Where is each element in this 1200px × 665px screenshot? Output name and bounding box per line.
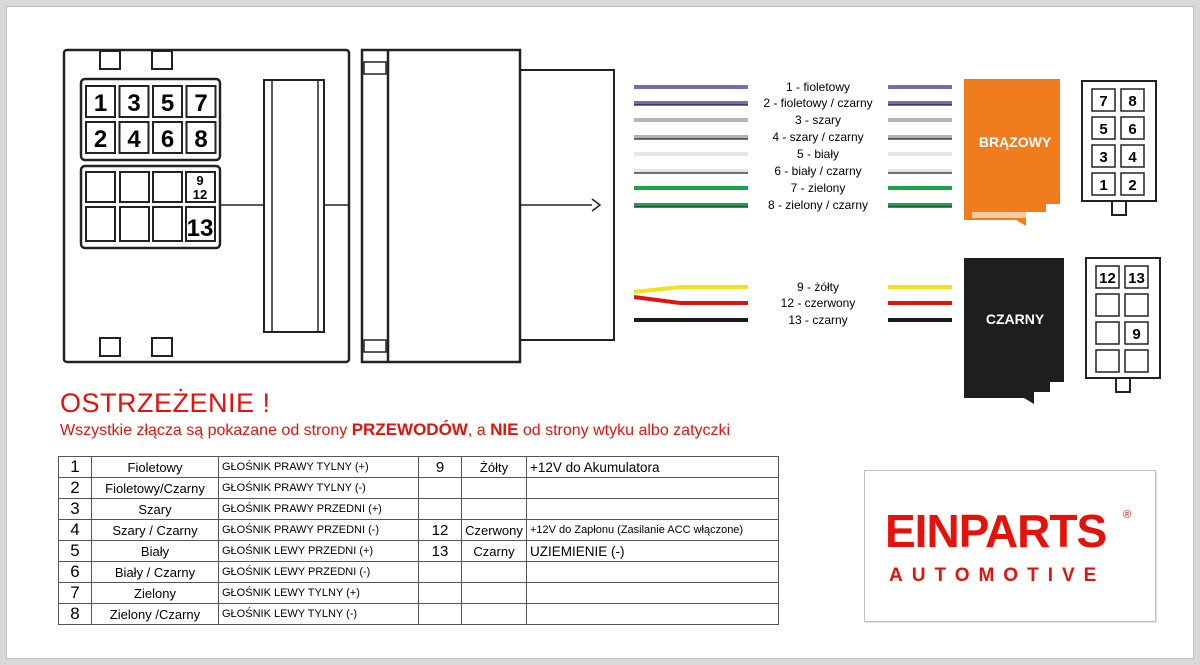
face-outline	[1086, 258, 1160, 378]
einparts-logo	[864, 470, 1156, 622]
table-cell	[419, 478, 462, 499]
face-pin-number: 9	[1132, 326, 1141, 343]
table-cell: 5	[59, 541, 92, 562]
warning-title: OSTRZEŻENIE !	[60, 388, 271, 418]
table-cell: 8	[59, 604, 92, 625]
table-cell: Biały / Czarny	[92, 562, 219, 583]
brown-connector-label: BRĄZOWY	[978, 134, 1052, 150]
table-row	[59, 583, 779, 604]
face-pin-number: 1	[1099, 177, 1108, 194]
connector-side	[362, 50, 614, 362]
black-connector	[964, 258, 1064, 404]
wire-label: 13 - czarny	[788, 313, 848, 327]
face-latch	[1112, 201, 1126, 215]
table-cell: 7	[59, 583, 92, 604]
table-row	[59, 562, 779, 583]
wire-7	[634, 181, 952, 195]
wire-label: 3 - szary	[794, 113, 842, 127]
wire-8	[634, 198, 952, 212]
table-cell: Fioletowy/Czarny	[92, 478, 219, 499]
table-cell: 12	[419, 520, 462, 541]
table-cell: Fioletowy	[92, 457, 219, 478]
connector-face-grid	[1082, 81, 1156, 215]
wire-1	[634, 80, 952, 94]
wire-2	[634, 96, 952, 110]
table-cell: Zielony	[92, 583, 219, 604]
face-pin-number: 7	[1099, 93, 1108, 110]
wire-3	[634, 113, 952, 127]
table-row	[59, 499, 779, 520]
table-cell: 2	[59, 478, 92, 499]
pin-number: 7	[194, 90, 208, 117]
face-pin-number: 13	[1128, 270, 1145, 287]
warning-part1: Wszystkie złącza są pokazane od strony	[60, 422, 352, 439]
wire-9	[634, 280, 952, 294]
table-cell	[527, 604, 779, 625]
table-cell	[462, 478, 527, 499]
face-pin-number: 2	[1128, 177, 1137, 194]
face-pin-number: 5	[1099, 121, 1108, 138]
table-cell: Czerwony	[462, 520, 527, 541]
wire-label: 6 - biały / czarny	[774, 164, 862, 178]
face-outline	[1082, 81, 1156, 201]
table-row	[59, 520, 779, 541]
wire-5	[634, 147, 952, 161]
table-cell	[527, 499, 779, 520]
wire-label: 5 - biały	[796, 147, 840, 161]
table-cell: Biały	[92, 541, 219, 562]
wire-10	[634, 296, 952, 310]
table-cell	[462, 583, 527, 604]
table-cell: GŁOŚNIK PRAWY TYLNY (+)	[219, 457, 419, 478]
face-pin-number: 12	[1099, 270, 1116, 287]
table-cell: Szary	[92, 499, 219, 520]
table-row	[59, 478, 779, 499]
table-cell	[419, 562, 462, 583]
pin-number: 4	[127, 126, 141, 153]
table-cell	[527, 583, 779, 604]
table-cell: 9	[419, 457, 462, 478]
pin-number: 6	[160, 126, 175, 153]
table-cell: +12V do Akumulatora	[527, 457, 779, 478]
table-cell: Czarny	[462, 541, 527, 562]
table-cell	[462, 499, 527, 520]
face-latch	[1116, 378, 1130, 392]
table-cell: 6	[59, 562, 92, 583]
wire-label: 9 - żółty	[796, 280, 840, 294]
pin-number: 3	[127, 90, 141, 117]
table-cell: GŁOŚNIK PRAWY PRZEDNI (+)	[219, 499, 419, 520]
warning-part2: , a	[467, 422, 491, 439]
wire-label: 2 - fioletowy / czarny	[763, 96, 873, 110]
table-cell	[527, 562, 779, 583]
face-pin-number: 3	[1099, 149, 1108, 166]
pin-number: 5	[160, 90, 175, 117]
table-row	[59, 604, 779, 625]
table-cell: GŁOŚNIK LEWY PRZEDNI (+)	[219, 541, 419, 562]
table-cell	[462, 604, 527, 625]
table-cell: GŁOŚNIK PRAWY PRZEDNI (-)	[219, 520, 419, 541]
table-cell: Zielony /Czarny	[92, 604, 219, 625]
table-cell: 3	[59, 499, 92, 520]
face-pin-number: 8	[1128, 93, 1137, 110]
table-cell: 1	[59, 457, 92, 478]
logo-subtitle: AUTOMOTIVE	[889, 565, 1106, 586]
brown-connector	[964, 79, 1060, 226]
pin-label-13: 13	[186, 215, 214, 242]
pin-number: 2	[93, 126, 108, 153]
black-connector-label: CZARNY	[985, 311, 1045, 327]
logo-wordmark: EINPARTS	[885, 505, 1107, 557]
wire-4	[634, 130, 952, 144]
wire-label: 1 - fioletowy	[785, 80, 851, 94]
table-cell: Żółty	[462, 457, 527, 478]
warning-part3: od strony wtyku albo zatyczki	[518, 422, 731, 439]
pin-label-12: 12	[192, 187, 208, 202]
table-row	[59, 457, 779, 478]
wire-label: 12 - czerwony	[780, 296, 856, 310]
connector-face-grid	[1086, 258, 1160, 392]
pin-number: 1	[93, 90, 108, 117]
face-pin-number: 4	[1128, 149, 1137, 166]
table-cell: 13	[419, 541, 462, 562]
table-cell: GŁOŚNIK LEWY TYLNY (+)	[219, 583, 419, 604]
table-cell	[419, 583, 462, 604]
table-cell	[419, 499, 462, 520]
wire-label: 4 - szary / czarny	[772, 130, 864, 144]
pinout-table	[58, 456, 779, 625]
wire-harness	[634, 80, 952, 327]
warning-bold2: NIE	[490, 420, 519, 439]
table-cell	[419, 604, 462, 625]
table-cell	[527, 478, 779, 499]
table-cell: GŁOŚNIK LEWY TYLNY (-)	[219, 604, 419, 625]
wire-label: 8 - zielony / czarny	[767, 198, 869, 212]
wire-6	[634, 164, 952, 178]
table-cell: GŁOŚNIK LEWY PRZEDNI (-)	[219, 562, 419, 583]
warning-text	[60, 420, 730, 440]
table-cell	[462, 562, 527, 583]
wire-11	[634, 313, 952, 327]
table-cell: Szary / Czarny	[92, 520, 219, 541]
table-cell: UZIEMIENIE (-)	[527, 541, 779, 562]
wire-label: 7 - zielony	[790, 181, 846, 195]
table-cell: GŁOŚNIK PRAWY TYLNY (-)	[219, 478, 419, 499]
connector-faces	[1082, 81, 1160, 392]
table-cell: 4	[59, 520, 92, 541]
logo-registered-mark: ®	[1123, 509, 1132, 521]
pin-label-9: 9	[196, 173, 204, 188]
main-pin-grid	[86, 86, 216, 153]
pin-number: 8	[194, 126, 208, 153]
table-cell: +12V do Zapłonu (Zasilanie ACC włączone)	[527, 520, 779, 541]
face-pin-number: 6	[1128, 121, 1137, 138]
table-row	[59, 541, 779, 562]
warning-bold1: PRZEWODÓW	[351, 420, 468, 439]
